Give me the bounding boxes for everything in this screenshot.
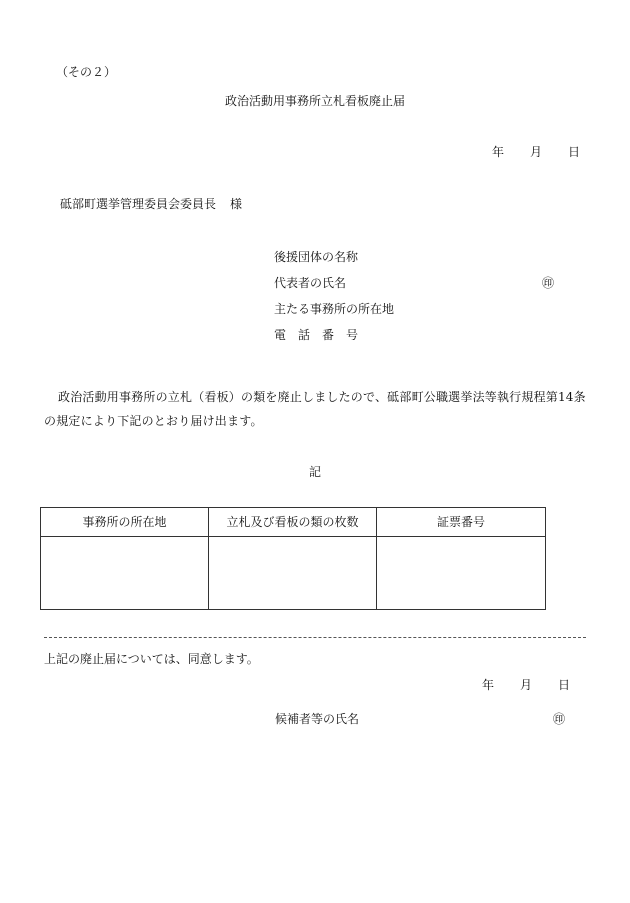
org-name-label: 後援団体の名称 bbox=[274, 250, 359, 264]
rep-name-row bbox=[274, 277, 564, 303]
applicant-block bbox=[274, 251, 564, 355]
header-signboard-count: 立札及び看板の類の枚数 bbox=[209, 508, 377, 537]
cell-certificate-number[interactable] bbox=[377, 537, 546, 610]
document-title: 政治活動用事務所立札看板廃止届 bbox=[224, 94, 405, 108]
rep-name-label: 代表者の氏名 bbox=[274, 276, 347, 290]
ki-heading: 記 bbox=[308, 465, 321, 479]
form-number-label: （その２） bbox=[56, 65, 117, 79]
cell-signboard-count[interactable] bbox=[209, 537, 377, 610]
addressee-name: 砥部町選挙管理委員会委員長 bbox=[60, 197, 217, 211]
office-address-row bbox=[274, 303, 564, 329]
org-name-row bbox=[274, 251, 564, 277]
header-certificate-number: 証票番号 bbox=[377, 508, 546, 537]
header-office-address: 事務所の所在地 bbox=[41, 508, 209, 537]
candidate-name-label: 候補者等の氏名 bbox=[275, 712, 360, 726]
addressee-suffix: 様 bbox=[230, 197, 243, 211]
dashed-separator bbox=[44, 637, 586, 638]
office-address-label: 主たる事務所の所在地 bbox=[274, 302, 395, 316]
seal-mark-icon: ㊞ bbox=[542, 276, 555, 290]
date-day-label: 日 bbox=[567, 145, 580, 159]
office-signboard-table bbox=[40, 507, 546, 610]
phone-label: 電 話 番 号 bbox=[274, 328, 359, 342]
consent-date-year-label: 年 bbox=[481, 678, 494, 692]
candidate-seal-icon: ㊞ bbox=[553, 712, 566, 726]
table-header-row bbox=[41, 508, 546, 537]
cell-office-address[interactable] bbox=[41, 537, 209, 610]
consent-date-month-label: 月 bbox=[519, 678, 532, 692]
consent-date-day-label: 日 bbox=[557, 678, 570, 692]
table-row bbox=[41, 537, 546, 610]
date-month-label: 月 bbox=[529, 145, 542, 159]
date-year-label: 年 bbox=[491, 145, 504, 159]
date-line bbox=[492, 146, 580, 158]
phone-row bbox=[274, 329, 564, 355]
consent-text: 上記の廃止届については、同意します。 bbox=[44, 652, 259, 666]
addressee bbox=[60, 198, 242, 210]
notification-body-text: 政治活動用事務所の立札（看板）の類を廃止しましたので、砥部町公職選挙法等執行規程第14条の規定により下記のとおり届け出ます。 bbox=[44, 390, 586, 428]
consent-date-line bbox=[482, 679, 570, 691]
